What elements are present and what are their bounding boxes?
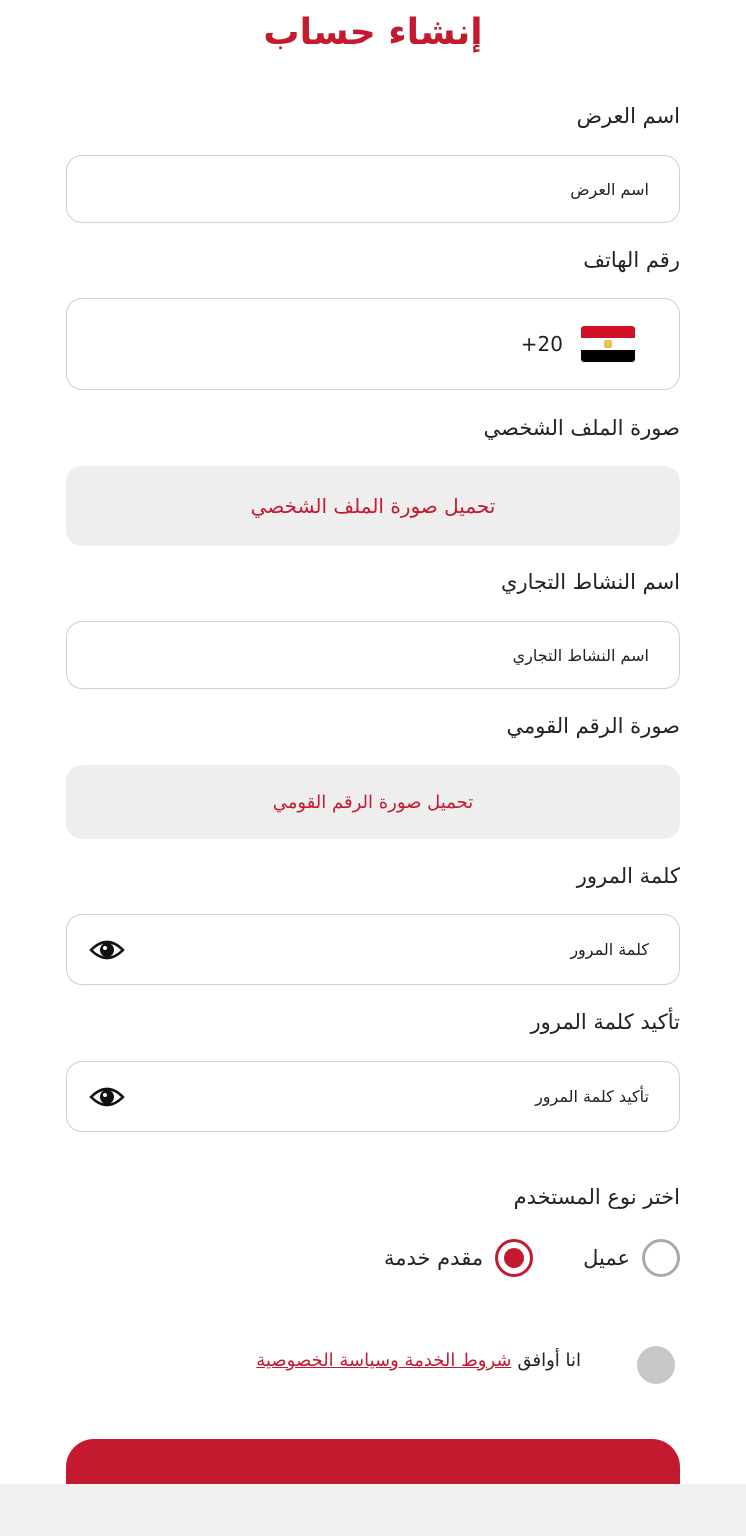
display-name-input[interactable] <box>66 155 680 223</box>
confirm-password-placeholder: تأكيد كلمة المرور <box>535 1087 649 1106</box>
business-name-placeholder: اسم النشاط التجاري <box>512 645 649 665</box>
page-title: إنشاء حساب <box>263 12 483 53</box>
national-id-label: صورة الرقم القومي <box>506 714 680 738</box>
user-type-label: اختر نوع المستخدم <box>513 1185 680 1209</box>
radio-customer-label: عميل <box>583 1246 630 1270</box>
profile-photo-label: صورة الملف الشخصي <box>483 416 680 440</box>
confirm-password-label: تأكيد كلمة المرور <box>530 1010 680 1034</box>
user-type-radio-group <box>384 1239 680 1277</box>
phone-input[interactable] <box>66 298 680 390</box>
terms-checkbox[interactable] <box>637 1346 675 1384</box>
egypt-flag-icon[interactable] <box>581 326 635 362</box>
terms-link[interactable]: شروط الخدمة وسياسة الخصوصية <box>256 1350 512 1371</box>
radio-service-provider-label: مقدم خدمة <box>383 1246 484 1270</box>
upload-profile-photo-button[interactable]: تحميل صورة الملف الشخصي <box>66 466 680 546</box>
business-name-label: اسم النشاط التجاري <box>501 570 680 594</box>
radio-service-provider[interactable] <box>495 1239 533 1277</box>
business-name-input[interactable] <box>66 621 680 689</box>
upload-national-id-button[interactable]: تحميل صورة الرقم القومي <box>66 765 680 839</box>
eye-icon[interactable] <box>89 1083 125 1111</box>
terms-text <box>256 1350 581 1371</box>
password-label: كلمة المرور <box>576 864 680 888</box>
phone-label: رقم الهاتف <box>583 248 680 272</box>
terms-prefix: انا أوافق <box>517 1350 581 1371</box>
display-name-label: اسم العرض <box>576 104 680 128</box>
confirm-password-input[interactable] <box>66 1061 680 1132</box>
radio-customer[interactable] <box>642 1239 680 1277</box>
bottom-bar <box>0 1484 746 1536</box>
display-name-placeholder: اسم العرض <box>570 179 649 199</box>
country-code: +20 <box>520 332 563 356</box>
password-placeholder: كلمة المرور <box>570 940 649 959</box>
password-input[interactable] <box>66 914 680 985</box>
eye-icon[interactable] <box>89 936 125 964</box>
